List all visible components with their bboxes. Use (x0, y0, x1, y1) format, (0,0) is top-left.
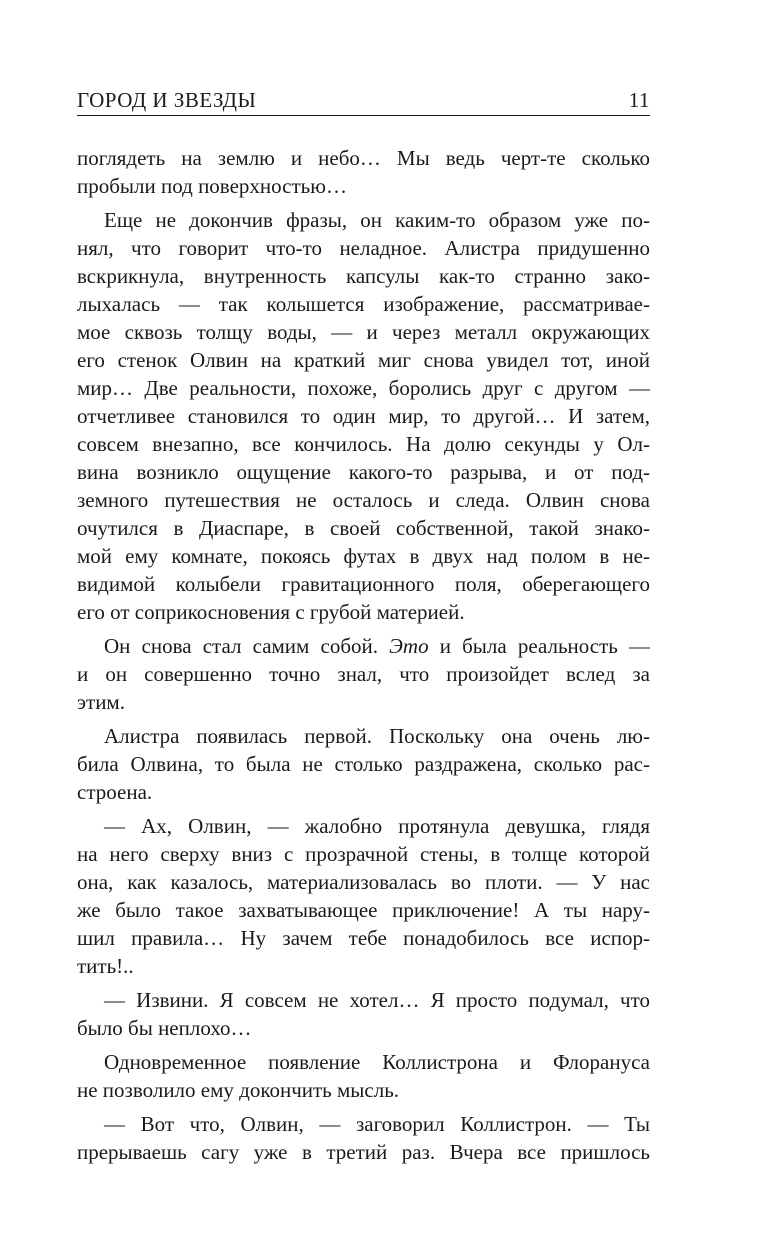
book-title: ГОРОД И ЗВЕЗДЫ (77, 88, 257, 112)
text-line: лыхалась — так колышется изображение, рассматривае- (77, 292, 650, 316)
paragraph (77, 206, 650, 626)
text-line: нял, что говорит что-то неладное. Алистра придушенно (77, 236, 650, 260)
text-line: строена. (77, 780, 153, 804)
text-line: мое сквозь толщу воды, — и через металл окружающих (77, 320, 650, 344)
text-line: била Олвина, то была не столько раздражена, сколько рас- (77, 752, 650, 776)
paragraph (77, 986, 650, 1042)
text-line: очутился в Диаспаре, в своей собственной, такой знако- (77, 516, 650, 540)
paragraph (77, 812, 650, 980)
text-line: Алистра появилась первой. Поскольку она очень лю- (104, 724, 650, 748)
text-line (77, 632, 650, 660)
text-line: прерываешь сагу уже в третий раз. Вчера все пришлось (77, 1140, 650, 1164)
text-line: шил правила… Ну зачем тебе понадобилось все испор- (77, 926, 650, 950)
text-line: мир… Две реальности, похоже, боролись друг с другом — (77, 376, 650, 400)
text-line: Одновременное появление Коллистрона и Флорануса (104, 1050, 650, 1074)
text-line: совсем внезапно, все кончилось. На долю секунды у Ол- (77, 432, 650, 456)
body-text (77, 144, 650, 1172)
text-line: поглядеть на землю и небо… Мы ведь черт-те сколько (77, 146, 650, 170)
text-line: пробыли под поверхностью… (77, 174, 347, 198)
paragraph (77, 632, 650, 716)
text-line: — Вот что, Олвин, — заговорил Коллистрон. — Ты (104, 1112, 650, 1136)
page-number: 11 (628, 88, 650, 112)
paragraph (77, 1048, 650, 1104)
paragraph (77, 722, 650, 806)
text-line: его от соприкосновения с грубой материей. (77, 600, 465, 624)
text-segment: и была реальность — (439, 634, 651, 658)
text-line: же было такое захватывающее приключение! А ты нару- (77, 898, 650, 922)
paragraph (77, 144, 650, 200)
text-line: не позволило ему докончить мысль. (77, 1078, 400, 1102)
text-line: его стенок Олвин на краткий миг снова увидел тот, иной (77, 348, 650, 372)
text-line: этим. (77, 690, 125, 714)
text-line: видимой колыбели гравитационного поля, оберегающего (77, 572, 650, 596)
text-line: на него сверху вниз с прозрачной стены, в толще которой (77, 842, 650, 866)
text-line: вина возникло ощущение какого-то разрыва, и от под- (77, 460, 650, 484)
text-line: тить!.. (77, 954, 134, 978)
text-line: мой ему комнате, покоясь футах в двух над полом в не- (77, 544, 650, 568)
emphasis-word: Это (389, 634, 429, 658)
header-rule (77, 115, 650, 116)
text-segment: Он снова стал самим собой. (104, 634, 378, 658)
text-line: она, как казалось, материализовалась во плоти. — У нас (77, 870, 650, 894)
text-line: вскрикнула, внутренность капсулы как-то странно зако- (77, 264, 650, 288)
paragraph (77, 1110, 650, 1166)
text-line: — Ах, Олвин, — жалобно протянула девушка, глядя (104, 814, 650, 838)
text-line: и он совершенно точно знал, что произойдет вслед за (77, 662, 650, 686)
text-line: отчетливее становился то один мир, то другой… И затем, (77, 404, 650, 428)
running-head (77, 88, 650, 113)
text-line: земного путешествия не осталось и следа. Олвин снова (77, 488, 650, 512)
text-line: — Извини. Я совсем не хотел… Я просто подумал, что (104, 988, 650, 1012)
text-line: было бы неплохо… (77, 1016, 252, 1040)
text-line: Еще не докончив фразы, он каким-то образом уже по- (104, 208, 650, 232)
